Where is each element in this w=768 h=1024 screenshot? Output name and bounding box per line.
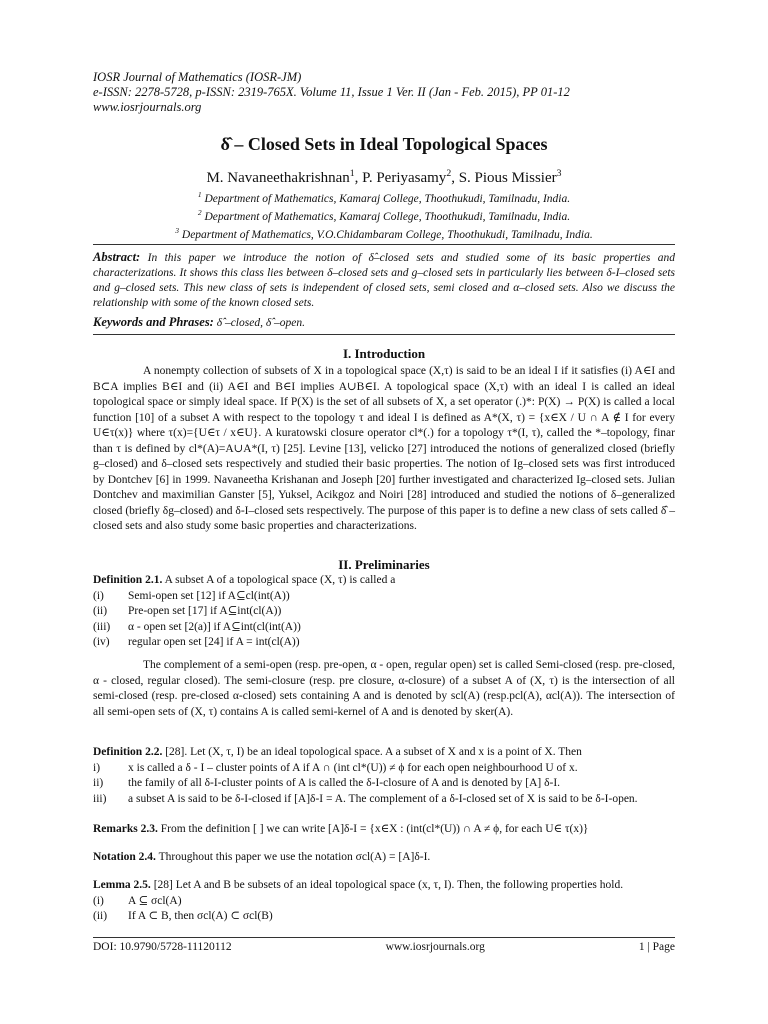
list-item: (i) A ⊆ σcl(A) [93, 894, 182, 907]
lemma-2-5: Lemma 2.5. [28] Let A and B be subsets of an ideal topological space (x, τ, I). Then, the following properties hold. (i) A ⊆ σcl(A) (ii) If A ⊂ B, then σcl(A) ⊂ σcl(B) [93, 878, 675, 925]
keywords [93, 315, 675, 330]
list-item: i) x is called a δ - I – cluster points of A if A ∩ (int cl*(U)) ≠ ϕ for each open neighbourhood U of x. [93, 761, 578, 774]
definition-2-2: Definition 2.2. [28]. Let (X, τ, I) be an ideal topological space. A a subset of X and x is a point of X. Then i) x is called a δ - I – cluster points of A if A ∩ (int cl*(U)) ≠ ϕ for each open neighbourhood U of x. ii) the family of all δ-I-cluster points of A is called the δ-I-closure of A and is denoted by [A] δ-I. iii) a subset A is said to be δ-I-closed if [A]δ-I = A. The complement of a δ-I-closed set of X is said to be δ-I-open. [93, 745, 675, 807]
list-item: (ii) If A ⊂ B, then σcl(A) ⊂ σcl(B) [93, 910, 273, 922]
semi-closure-paragraph: The complement of a semi-open (resp. pre-open, α - open, regular open) set is called Semi-closed (resp. pre-closed, α - closed, regular closed). The semi-closure (resp. pre closure, α-closure) of a subset A of (X, τ) is the intersection of all semi-closed (resp. pre-closed α-closed) sets containing A and is denoted by scl(A) (resp.pcl(A), αcl(A)). The intersection of all semi-open sets of (X, τ) contains A is called semi-kernel of A and is denoted by sker(A). [93, 659, 675, 718]
affiliations [0, 188, 768, 241]
notation-2-4-label: Notation 2.4. [93, 851, 156, 863]
list-item: (iii) α - open set [2(a)] if A⊆int(cl(int(A)) [93, 620, 301, 633]
footer-website: www.iosrjournals.org [385, 941, 485, 953]
footer-rule [93, 937, 675, 938]
list-item: ii) the family of all δ-I-cluster points of A is called the δ-I-closure of A and is denoted by [A] δ-I. [93, 777, 561, 789]
journal-website: www.iosrjournals.org [93, 100, 202, 114]
notation-2-4: Notation 2.4. Throughout this paper we use the notation σcl(A) = [A]δ-I. [93, 851, 431, 863]
introduction-paragraph: A nonempty collection of subsets of X in a topological space (X,τ) is said to be an ideal I if it satisfies (i) A∈I and B⊂A implies B∈I and (ii) A∈I and B∈I implies A∪B∈I. A topological space (X,τ) with an ideal I is called an ideal topological space or simply ideal space. If P(X) is the set of all subsets of X, a set operator (.)*: P(X) → P(X) is called a local function [10] of a subset A with respect to the topology τ and ideal I is defined as A*(X, τ) = {x∈X / U ∩ A ∉ I for every U∈τ(x)} where τ(x)={U∈τ / x∈U}. A kuratowski closure operator cl*(.) for a topology τ*(I, τ), called the *–topology, finar than τ is defined by cl*(A)=A∪A*(I, τ) [25]. Levine [13], velicko [27] introduced the notions of generalized closed (briefly g–closed) and δ–closed sets respectively and studied their basic properties. The notion of Ig–closed sets was first introduced by Dontchev [6] in 1999. Navaneetha Krishanan and Joseph [20] further investigated and characterized Ig–closed sets. Julian Dontchev and maximilian Ganster [5], Yuksel, Acikgoz and Noiri [28] introduced and studied the notions of δ–generalized closed (briefly δg–closed) and δ-I–closed sets respectively. The purpose of this paper is to define a new class of sets called δ̂ –closed sets and also study some basic properties and characterizations. [93, 365, 675, 532]
list-item: (i) Semi-open set [12] if A⊆cl(int(A)) [93, 589, 290, 602]
author-3: S. Pious Missier [458, 170, 557, 186]
paper-title: δ̂ – Closed Sets in Ideal Topological Spaces [220, 134, 548, 154]
footer-page-number: 1 | Page [638, 941, 675, 953]
definition-2-2-label: Definition 2.2. [93, 746, 163, 758]
definition-2-1: Definition 2.1. A subset A of a topological space (X, τ) is called a (i) Semi-open set [12] if A⊆cl(int(A)) (ii) Pre-open set [17] if A⊆int(cl(A)) (iii) α - open set [2(a)] if A⊆int(cl(int(A)) (iv) regular open set [24] if A = int(cl(A)) [93, 573, 675, 651]
keywords-label: Keywords and Phrases: [93, 315, 214, 329]
abstract-top-rule [93, 244, 675, 245]
abstract-text: In this paper we introduce the notion of δ̂–closed sets and studied some of its basic properties and characterizations. It shows this class lies between δ–closed sets and g–closed sets in particularly lies between δ-I–closed sets and g–closed sets. This new class of sets is independent of closed sets, semi closed and α–closed sets. Also we discuss the relationship with some of the known closed sets. [93, 252, 676, 309]
journal-issn: e-ISSN: 2278-5728, p-ISSN: 2319-765X. Volume 11, Issue 1 Ver. II (Jan - Feb. 2015), PP 01-12 [93, 85, 570, 99]
definition-2-1-label: Definition 2.1. [93, 574, 163, 586]
remarks-2-3: Remarks 2.3. From the definition [ ] we can write [A]δ-I = {x∈X : (int(cl*(U)) ∩ A ≠ ϕ, for each U∈ τ(x)} [93, 823, 589, 835]
author-2: P. Periyasamy [362, 170, 447, 186]
author-list: M. Navaneethakrishnan$^1$, P. Periyasamy$^2$, S. Pious Missier$^3$ [206, 168, 562, 186]
lemma-2-5-label: Lemma 2.5. [93, 879, 151, 891]
journal-name: IOSR Journal of Mathematics (IOSR-JM) [93, 70, 302, 84]
affiliation-2: $^2$ Department of Mathematics, Kamaraj College, Thoothukudi, Tamilnadu, India. [197, 207, 571, 223]
remarks-2-3-label: Remarks 2.3. [93, 823, 158, 835]
list-item: (iv) regular open set [24] if A = int(cl(A)) [93, 636, 300, 648]
page-footer [93, 941, 675, 953]
abstract [93, 250, 675, 311]
abstract-bottom-rule [93, 334, 675, 335]
affiliation-1: $^1$ Department of Mathematics, Kamaraj College, Thoothukudi, Tamilnadu, India. [197, 190, 571, 205]
list-item: iii) a subset A is said to be δ-I-closed if [A]δ-I = A. The complement of a δ-I-closed set of X is said to be δ-I-open. [93, 792, 638, 805]
keywords-text: δ̂ –closed, δ̂ –open. [216, 317, 306, 329]
abstract-label: Abstract: [93, 250, 141, 264]
section-preliminaries-heading: II. Preliminaries [338, 557, 430, 572]
journal-header [93, 70, 693, 115]
section-introduction-heading: I. Introduction [342, 346, 426, 361]
list-item: (ii) Pre-open set [17] if A⊆int(cl(A)) [93, 605, 282, 617]
footer-doi: DOI: 10.9790/5728-11120112 [93, 941, 232, 953]
author-1: M. Navaneethakrishnan [206, 170, 350, 186]
affiliation-3: $^3$ Department of Mathematics, V.O.Chidambaram College, Thoothukudi, Tamilnadu, India. [175, 225, 593, 241]
